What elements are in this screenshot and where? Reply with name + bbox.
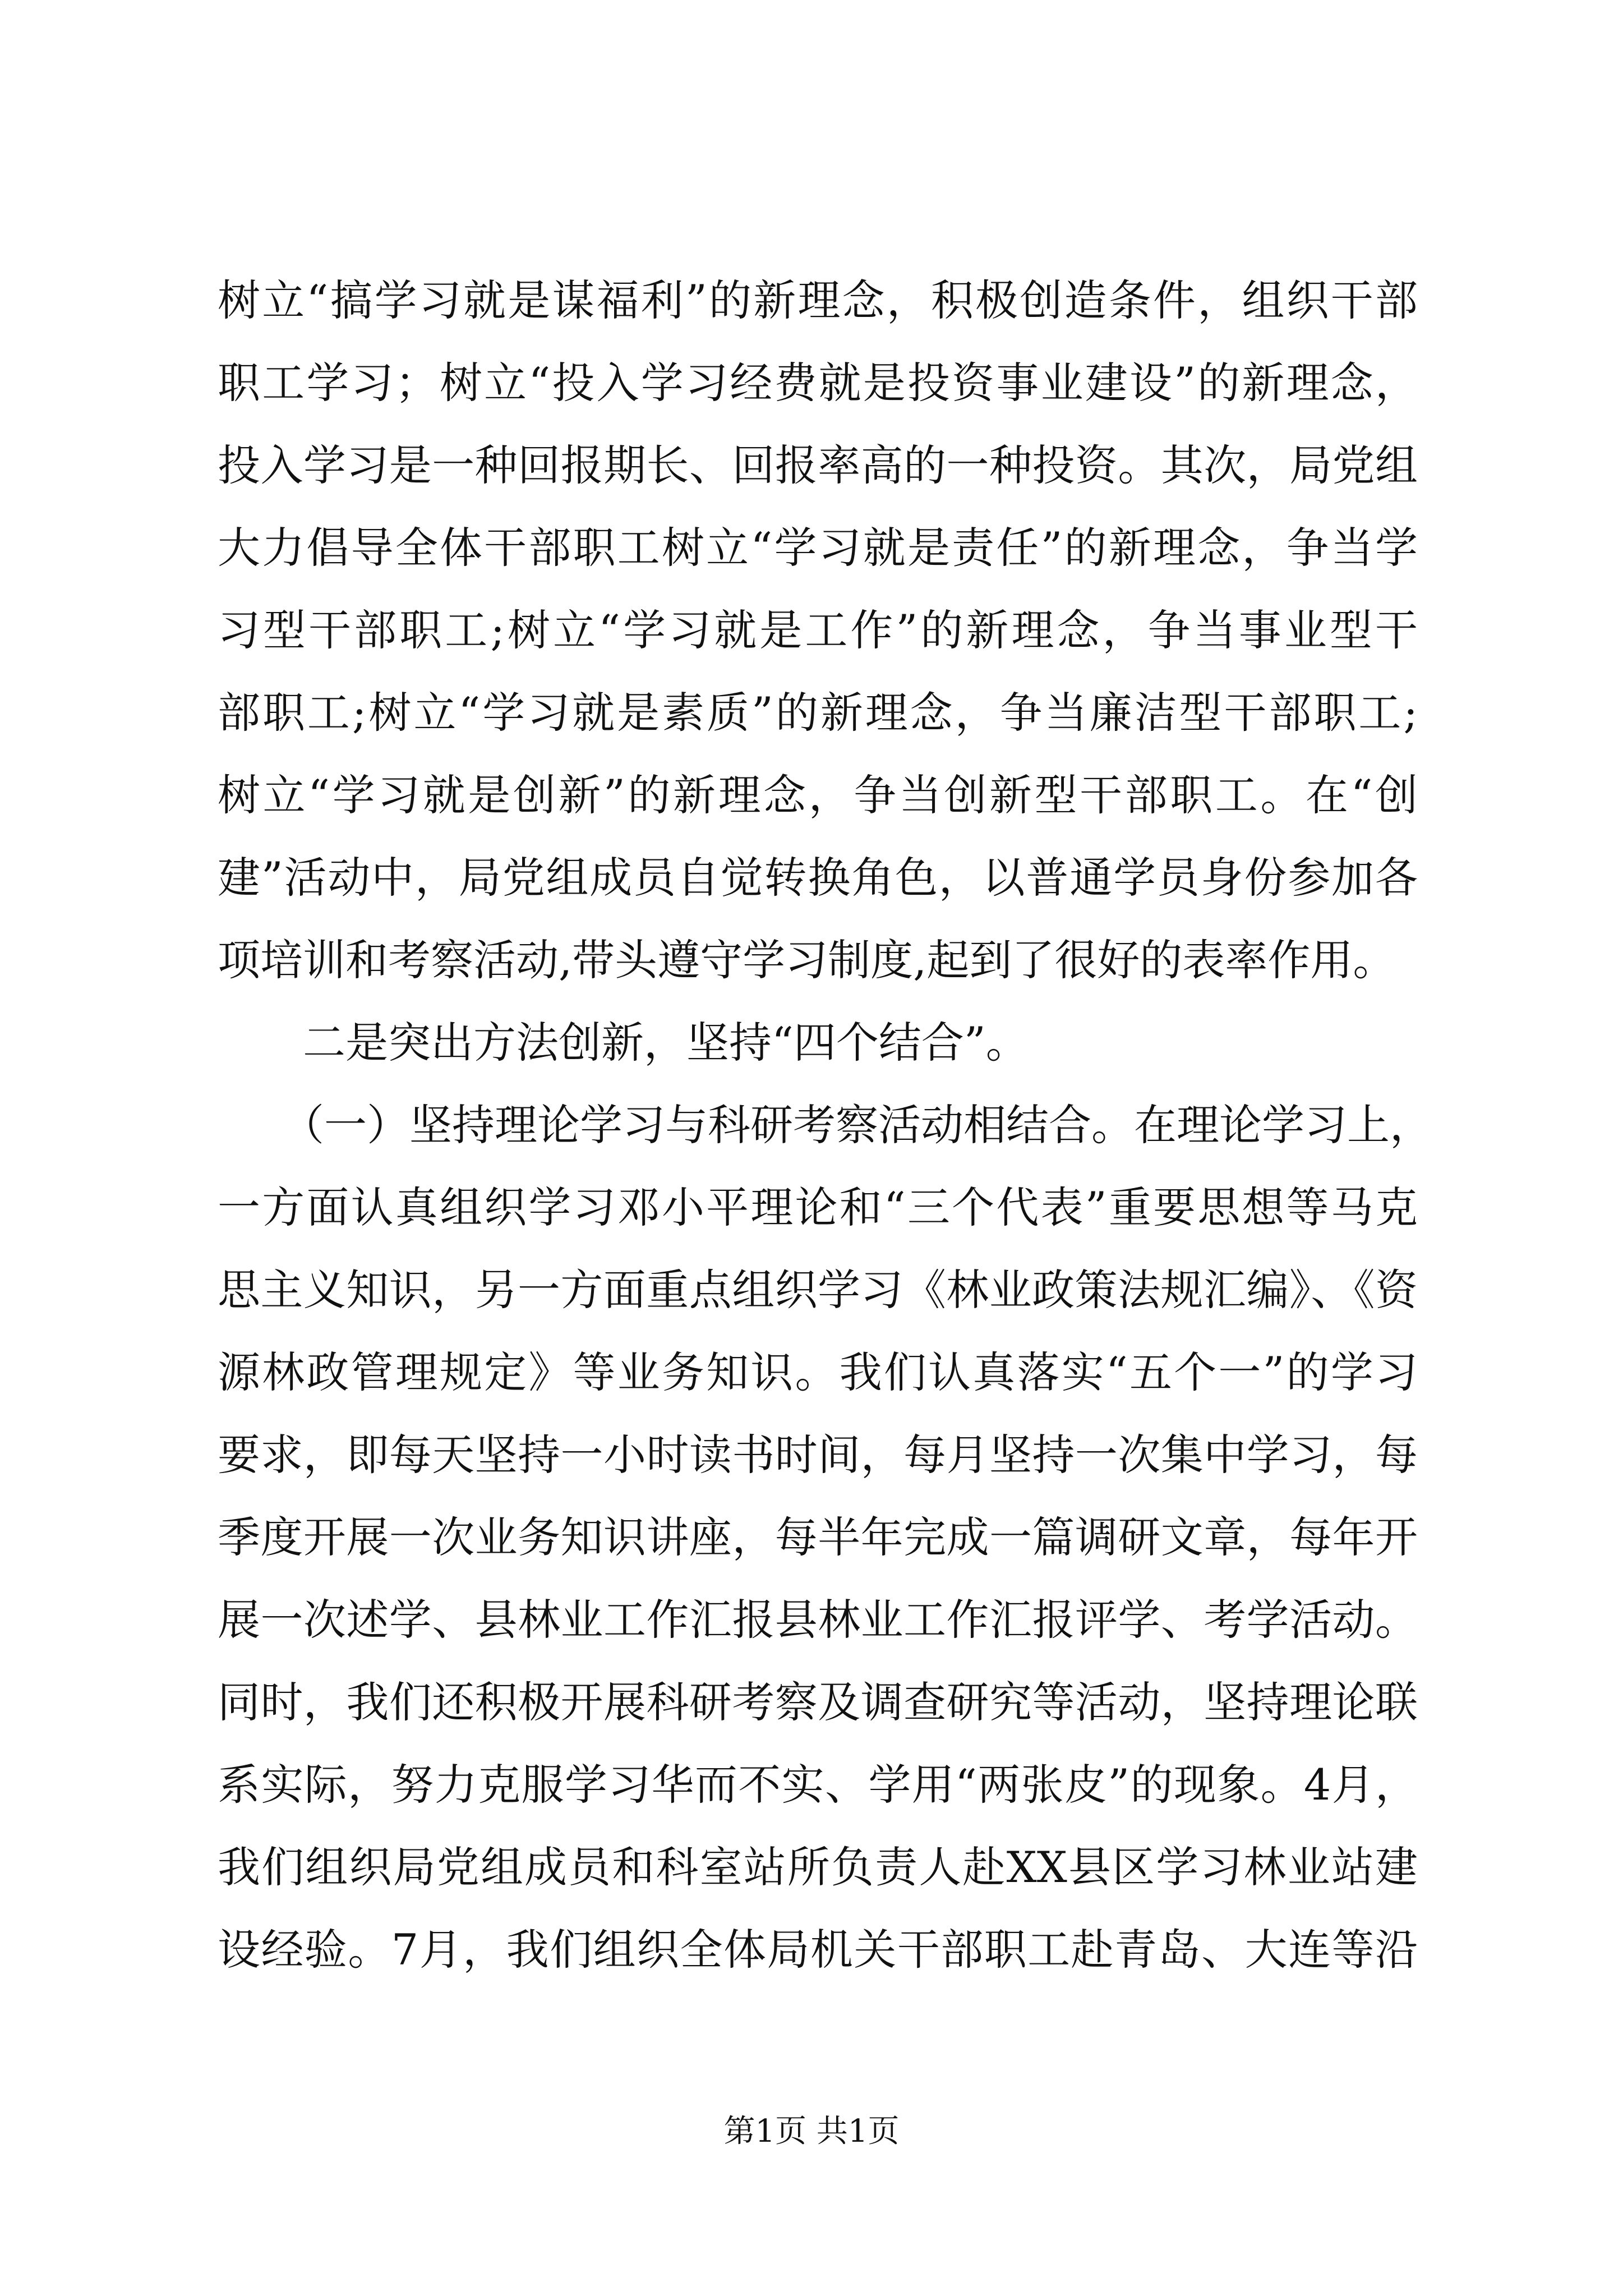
text-line: 一方面认真组织学习邓小平理论和“三个代表”重要思想等马克 bbox=[218, 1182, 1418, 1232]
subsection-heading-line: （一）坚持理论学习与科研考察活动相结合。在理论学习上， bbox=[282, 1100, 1432, 1150]
text-line: 大力倡导全体干部职工树立“学习就是责任”的新理念，争当学 bbox=[218, 523, 1418, 573]
text-line: 部职工;树立“学习就是素质”的新理念，争当廉洁型干部职工; bbox=[218, 688, 1418, 738]
text-line: 源林政管理规定》等业务知识。我们认真落实“五个一”的学习 bbox=[218, 1347, 1418, 1397]
section-heading: 二是突出方法创新，坚持“四个结合”。 bbox=[303, 1018, 1029, 1068]
text-line: 展一次述学、县林业工作汇报县林业工作汇报评学、考学活动。 bbox=[218, 1595, 1418, 1645]
document-body bbox=[218, 259, 1432, 1991]
text-line: 职工学习；树立“投入学习经费就是投资事业建设”的新理念， bbox=[218, 358, 1418, 408]
text-line: 系实际，努力克服学习华而不实、学用“两张皮”的现象。4月， bbox=[218, 1760, 1418, 1810]
text-line: 季度开展一次业务知识讲座，每半年完成一篇调研文章，每年开 bbox=[218, 1512, 1418, 1562]
text-line: 思主义知识，另一方面重点组织学习《林业政策法规汇编》、《资 bbox=[218, 1265, 1418, 1315]
text-line: 树立“学习就是创新”的新理念，争当创新型干部职工。在“创 bbox=[218, 770, 1418, 820]
text-line: 建”活动中，局党组成员自觉转换角色，以普通学员身份参加各 bbox=[218, 853, 1418, 903]
text-line: 设经验。7月，我们组织全体局机关干部职工赴青岛、大连等沿 bbox=[218, 1925, 1418, 1975]
text-line: 项培训和考察活动,带头遵守学习制度,起到了很好的表率作用。 bbox=[218, 935, 1396, 985]
text-line: 要求，即每天坚持一小时读书时间，每月坚持一次集中学习，每 bbox=[218, 1430, 1418, 1480]
text-line: 投入学习是一种回报期长、回报率高的一种投资。其次，局党组 bbox=[218, 440, 1418, 490]
page-number-footer: 第1页 共1页 bbox=[723, 2113, 900, 2150]
text-line: 同时，我们还积极开展科研考察及调查研究等活动，坚持理论联 bbox=[218, 1677, 1418, 1727]
text-line: 我们组织局党组成员和科室站所负责人赴XX县区学习林业站建 bbox=[218, 1842, 1418, 1892]
text-line: 树立“搞学习就是谋福利”的新理念，积极创造条件，组织干部 bbox=[218, 275, 1418, 325]
text-line: 习型干部职工;树立“学习就是工作”的新理念，争当事业型干 bbox=[218, 605, 1418, 655]
